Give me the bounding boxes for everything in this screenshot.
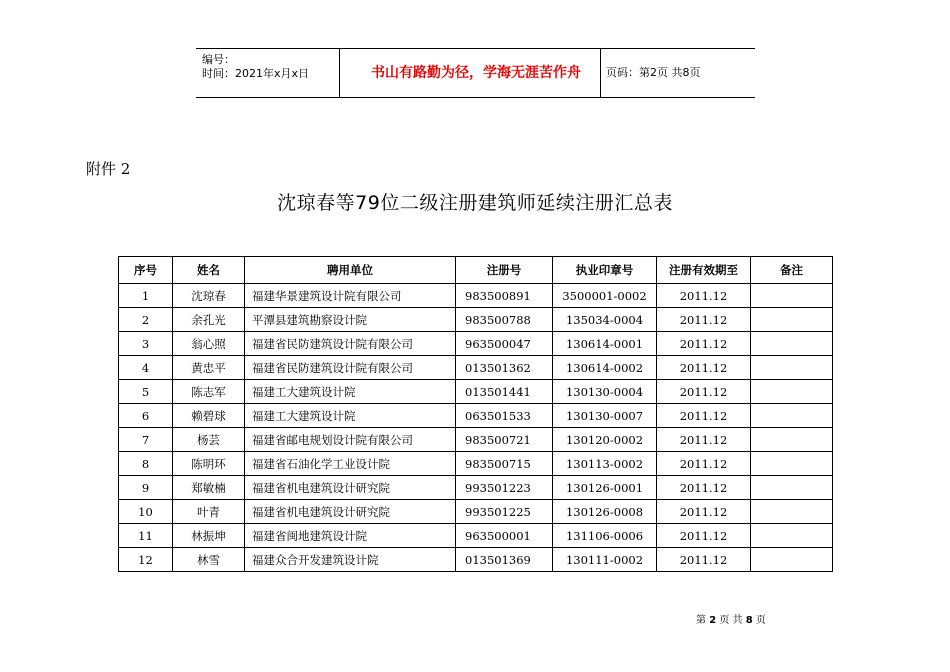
cell-reg-no: 063501533: [456, 404, 553, 428]
cell-remarks: [751, 428, 833, 452]
table-row: [119, 428, 833, 452]
table-row: [119, 308, 833, 332]
table-row: [119, 524, 833, 548]
cell-valid-until: 2011.12: [657, 332, 751, 356]
attachment-label: 附件 2: [86, 160, 131, 178]
footer-prefix: 第: [696, 615, 706, 626]
page-header: [196, 48, 755, 98]
cell-seal-no: 130111-0002: [553, 548, 657, 572]
cell-remarks: [751, 332, 833, 356]
cell-name: 林振坤: [173, 524, 245, 548]
cell-remarks: [751, 380, 833, 404]
cell-name: 郑敏楠: [173, 476, 245, 500]
cell-reg-no: 993501225: [456, 500, 553, 524]
header-page-info: 页码：第2页 共8页: [606, 66, 701, 79]
cell-name: 翁心照: [173, 332, 245, 356]
col-header-index: 序号: [119, 257, 173, 284]
cell-remarks: [751, 452, 833, 476]
cell-reg-no: 013501369: [456, 548, 553, 572]
footer-total-pages: 8: [745, 615, 753, 626]
table-row: [119, 548, 833, 572]
cell-valid-until: 2011.12: [657, 284, 751, 308]
cell-employer: 福建工大建筑设计院: [245, 404, 456, 428]
registration-table: [118, 256, 833, 572]
footer-middle: 页 共: [719, 615, 743, 626]
table-row: [119, 332, 833, 356]
cell-index: 6: [119, 404, 173, 428]
cell-valid-until: 2011.12: [657, 356, 751, 380]
cell-valid-until: 2011.12: [657, 476, 751, 500]
cell-employer: 福建省机电建筑设计研究院: [245, 500, 456, 524]
document-title: 沈琼春等79位二级注册建筑师延续注册汇总表: [277, 192, 673, 214]
cell-reg-no: 983500891: [456, 284, 553, 308]
cell-employer: 福建省民防建筑设计院有限公司: [245, 332, 456, 356]
cell-reg-no: 963500001: [456, 524, 553, 548]
cell-seal-no: 130130-0004: [553, 380, 657, 404]
cell-index: 11: [119, 524, 173, 548]
cell-reg-no: 963500047: [456, 332, 553, 356]
table-row: [119, 284, 833, 308]
table-row: [119, 452, 833, 476]
cell-employer: 福建省民防建筑设计院有限公司: [245, 356, 456, 380]
cell-employer: 福建省邮电规划设计院有限公司: [245, 428, 456, 452]
col-header-remarks: 备注: [751, 257, 833, 284]
cell-reg-no: 013501362: [456, 356, 553, 380]
cell-seal-no: 135034-0004: [553, 308, 657, 332]
cell-name: 陈明环: [173, 452, 245, 476]
cell-reg-no: 983500715: [456, 452, 553, 476]
cell-index: 9: [119, 476, 173, 500]
cell-name: 林雪: [173, 548, 245, 572]
cell-valid-until: 2011.12: [657, 500, 751, 524]
cell-index: 7: [119, 428, 173, 452]
cell-index: 10: [119, 500, 173, 524]
cell-seal-no: 130614-0002: [553, 356, 657, 380]
page-footer: [696, 611, 766, 626]
header-divider: [600, 49, 601, 97]
cell-valid-until: 2011.12: [657, 380, 751, 404]
cell-reg-no: 983500788: [456, 308, 553, 332]
cell-seal-no: 3500001-0002: [553, 284, 657, 308]
cell-remarks: [751, 500, 833, 524]
cell-employer: 福建省石油化学工业设计院: [245, 452, 456, 476]
cell-name: 赖碧球: [173, 404, 245, 428]
col-header-employer: 聘用单位: [245, 257, 456, 284]
cell-remarks: [751, 308, 833, 332]
cell-name: 杨芸: [173, 428, 245, 452]
cell-remarks: [751, 356, 833, 380]
table-row: [119, 356, 833, 380]
doc-time-label: 时间：2021年x月x日: [202, 67, 310, 80]
cell-index: 8: [119, 452, 173, 476]
table-header-row: [119, 257, 833, 284]
cell-index: 3: [119, 332, 173, 356]
table-row: [119, 476, 833, 500]
cell-valid-until: 2011.12: [657, 548, 751, 572]
cell-employer: 福建省机电建筑设计研究院: [245, 476, 456, 500]
cell-valid-until: 2011.12: [657, 308, 751, 332]
cell-valid-until: 2011.12: [657, 404, 751, 428]
cell-seal-no: 130614-0001: [553, 332, 657, 356]
doc-number-label: 编号：: [202, 53, 235, 66]
table-body: [119, 284, 833, 572]
header-meta: [196, 49, 340, 97]
col-header-reg-no: 注册号: [456, 257, 553, 284]
footer-current-page: 2: [709, 615, 717, 626]
cell-name: 陈志军: [173, 380, 245, 404]
table-row: [119, 500, 833, 524]
cell-remarks: [751, 548, 833, 572]
cell-remarks: [751, 284, 833, 308]
col-header-seal-no: 执业印章号: [553, 257, 657, 284]
cell-index: 5: [119, 380, 173, 404]
cell-reg-no: 993501223: [456, 476, 553, 500]
footer-suffix: 页: [755, 615, 766, 626]
cell-name: 余孔光: [173, 308, 245, 332]
cell-valid-until: 2011.12: [657, 524, 751, 548]
cell-index: 2: [119, 308, 173, 332]
col-header-valid-until: 注册有效期至: [657, 257, 751, 284]
cell-seal-no: 130126-0008: [553, 500, 657, 524]
cell-remarks: [751, 524, 833, 548]
cell-name: 沈琼春: [173, 284, 245, 308]
cell-employer: 福建省闽地建筑设计院: [245, 524, 456, 548]
cell-seal-no: 130130-0007: [553, 404, 657, 428]
table-row: [119, 404, 833, 428]
cell-seal-no: 131106-0006: [553, 524, 657, 548]
cell-employer: 福建众合开发建筑设计院: [245, 548, 456, 572]
table-row: [119, 380, 833, 404]
cell-employer: 平潭县建筑勘察设计院: [245, 308, 456, 332]
cell-index: 1: [119, 284, 173, 308]
cell-remarks: [751, 476, 833, 500]
cell-seal-no: 130113-0002: [553, 452, 657, 476]
cell-valid-until: 2011.12: [657, 452, 751, 476]
header-motto: 书山有路勤为径，学海无涯苦作舟: [371, 65, 581, 81]
cell-employer: 福建工大建筑设计院: [245, 380, 456, 404]
cell-remarks: [751, 404, 833, 428]
cell-employer: 福建华景建筑设计院有限公司: [245, 284, 456, 308]
cell-seal-no: 130126-0001: [553, 476, 657, 500]
cell-name: 黄忠平: [173, 356, 245, 380]
cell-name: 叶青: [173, 500, 245, 524]
cell-reg-no: 983500721: [456, 428, 553, 452]
cell-valid-until: 2011.12: [657, 428, 751, 452]
col-header-name: 姓名: [173, 257, 245, 284]
cell-index: 12: [119, 548, 173, 572]
cell-seal-no: 130120-0002: [553, 428, 657, 452]
cell-index: 4: [119, 356, 173, 380]
cell-reg-no: 013501441: [456, 380, 553, 404]
